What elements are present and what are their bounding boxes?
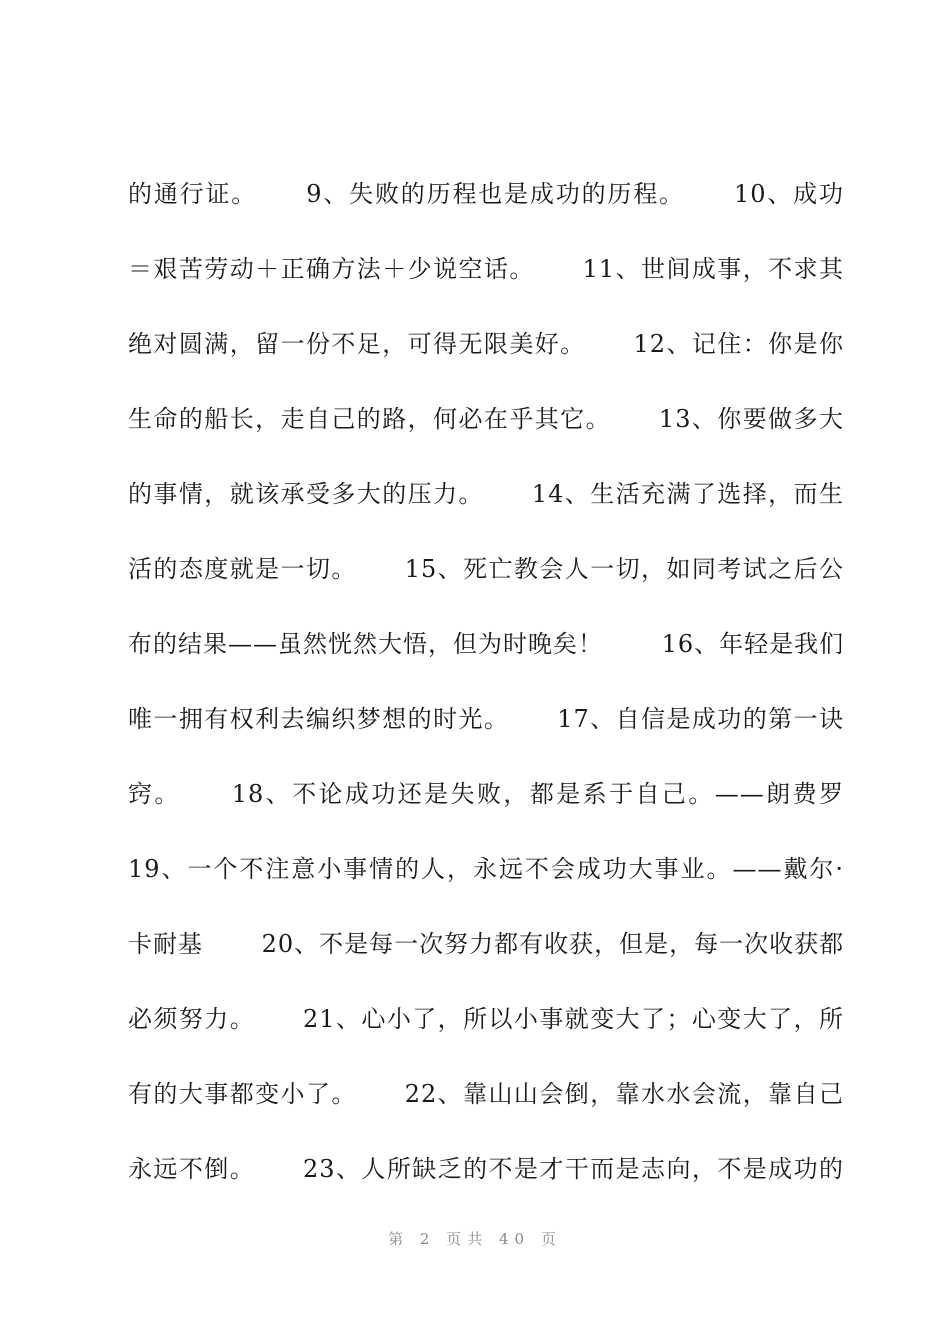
text-line: 永远不倒。 23、人所缺乏的不是才干而是志向，不是成功的 <box>128 1155 844 1183</box>
text-line: 绝对圆满，留一份不足，可得无限美好。 12、记住：你是你 <box>128 330 844 358</box>
text-line: 必须努力。 21、心小了，所以小事就变大了；心变大了，所 <box>128 1005 844 1033</box>
text-line: 唯一拥有权利去编织梦想的时光。 17、自信是成功的第一诀 <box>128 705 844 733</box>
text-line: 的事情，就该承受多大的压力。 14、生活充满了选择，而生 <box>128 480 844 508</box>
text-line: 的通行证。 9、失败的历程也是成功的历程。 10、成功 <box>128 180 844 208</box>
page-number: 第 2 页共 40 页 <box>388 1230 562 1248</box>
text-line: 卡耐基 20、不是每一次努力都有收获，但是，每一次收获都 <box>128 930 845 958</box>
text-line: 活的态度就是一切。 15、死亡教会人一切，如同考试之后公 <box>128 555 844 583</box>
text-line: 布的结果——虽然恍然大悟，但为时晚矣！ 16、年轻是我们 <box>128 630 845 658</box>
document-body <box>128 172 844 1222</box>
text-line: 生命的船长，走自己的路，何必在乎其它。 13、你要做多大 <box>128 405 844 433</box>
text-line: 19、一个不注意小事情的人，永远不会成功大事业。——戴尔· <box>128 855 844 883</box>
text-line: ＝艰苦劳动＋正确方法＋少说空话。 11、世间成事，不求其 <box>128 255 844 283</box>
text-line: 窍。 18、不论成功还是失败，都是系于自己。——朗费罗 <box>128 780 844 808</box>
text-line: 有的大事都变小了。 22、靠山山会倒，靠水水会流，靠自己 <box>128 1080 844 1108</box>
